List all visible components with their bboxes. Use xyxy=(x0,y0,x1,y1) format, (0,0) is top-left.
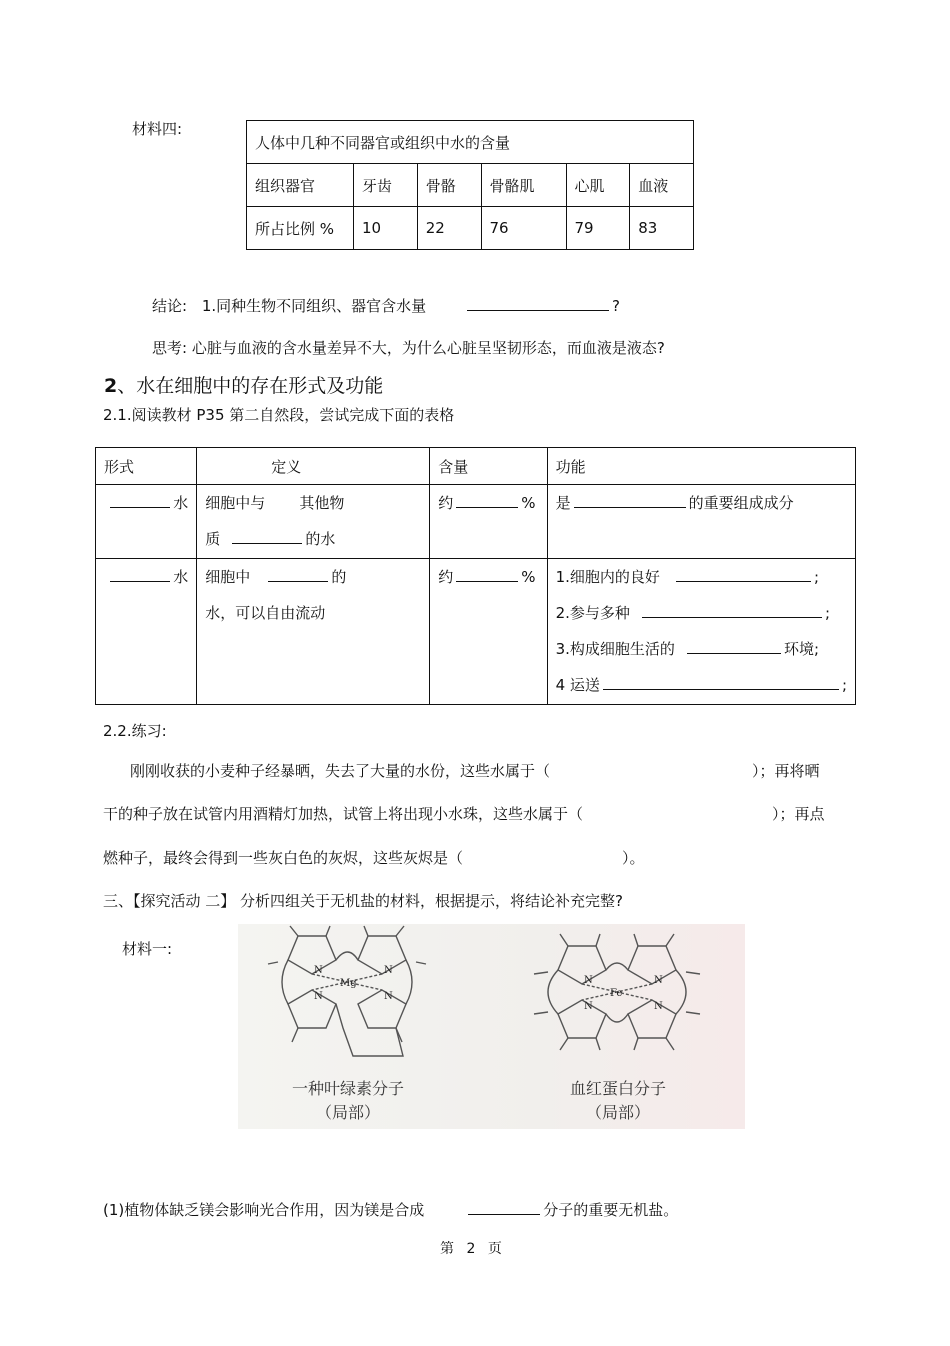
conclusion-end: ? xyxy=(611,297,620,315)
question-text: 分子的重要无机盐。 xyxy=(543,1201,679,1219)
practice-line-2a: 干的种子放在试管内用酒精灯加热，试管上将出现小水珠，这些水属于（ xyxy=(103,805,584,823)
function-text: 2.参与多种 xyxy=(555,604,630,622)
answer-blank[interactable] xyxy=(232,529,302,544)
table-cell: 83 xyxy=(630,207,694,250)
answer-blank[interactable] xyxy=(110,567,170,582)
def-text: 质 xyxy=(205,530,221,548)
answer-blank[interactable] xyxy=(467,296,609,311)
answer-blank[interactable] xyxy=(676,567,811,582)
table-cell: 所占比例 % xyxy=(247,207,354,250)
section-3-heading: 三、【探究活动 二】 分析四组关于无机盐的材料，根据提示，将结论补充完整? xyxy=(103,892,624,910)
practice-line-3a: 燃种子，最终会得到一些灰白色的灰烬，这些灰烬是（ xyxy=(103,849,464,867)
section-2-number: 2 xyxy=(104,375,118,397)
section-2-title: 、水在细胞中的存在形式及功能 xyxy=(117,375,384,397)
mg-atom-label: Mg xyxy=(340,978,357,989)
answer-blank[interactable] xyxy=(574,493,686,508)
function-text: 3.构成细胞生活的 xyxy=(555,640,675,658)
table-cell: 76 xyxy=(481,207,566,250)
practice-label: 2.2.练习: xyxy=(103,722,167,740)
form-cell xyxy=(96,485,197,559)
def-text: 其他物 xyxy=(299,494,345,512)
def-text: 的水 xyxy=(305,530,336,548)
table-header-cell: 骨骼 xyxy=(417,164,481,207)
table-cell: 10 xyxy=(354,207,418,250)
question-1 xyxy=(103,1199,678,1220)
table-header-cell: 组织器官 xyxy=(247,164,354,207)
def-text: 细胞中 xyxy=(205,568,251,586)
think-question: 思考: 心脏与血液的含水量差异不大，为什么心脏呈坚韧形态，而血液是液态? xyxy=(152,339,665,357)
atom-label: N xyxy=(384,991,393,1002)
function-text: 环境; xyxy=(783,640,819,658)
fe-atom-label: Fe xyxy=(610,988,623,999)
content-text: 约 xyxy=(438,568,454,586)
table-cell: 22 xyxy=(417,207,481,250)
chlorophyll-caption-sub: （局部） xyxy=(315,1103,380,1122)
function-text: 1.细胞内的良好 xyxy=(555,568,660,586)
answer-blank[interactable] xyxy=(603,675,839,690)
definition-cell xyxy=(197,559,430,705)
conclusion-text: 1.同种生物不同组织、器官含水量 xyxy=(201,297,427,315)
hemoglobin-caption: 血红蛋白分子 xyxy=(569,1079,666,1098)
content-text: 约 xyxy=(438,494,454,512)
water-forms-table xyxy=(95,447,856,705)
def-text: 水，可以自由流动 xyxy=(205,604,326,622)
table-title: 人体中几种不同器官或组织中水的含量 xyxy=(247,121,694,164)
atom-label: N xyxy=(314,991,323,1002)
practice-line-1b: ）；再将晒 xyxy=(752,762,820,780)
table-header-cell: 骨骼肌 xyxy=(481,164,566,207)
answer-blank[interactable] xyxy=(268,567,328,582)
practice-line-3b: ）。 xyxy=(622,849,645,867)
page-label: 页 xyxy=(487,1241,502,1257)
section-2-heading xyxy=(104,371,383,398)
atom-label: N xyxy=(654,1001,663,1012)
function-text: ; xyxy=(813,568,819,586)
atom-label: N xyxy=(584,1001,593,1012)
function-cell xyxy=(547,559,855,705)
form-suffix: 水 xyxy=(173,568,189,586)
page-label: 第 xyxy=(440,1241,454,1257)
chlorophyll-structure xyxy=(268,926,426,1056)
table-cell: 79 xyxy=(566,207,630,250)
conclusion-label: 结论: xyxy=(152,297,188,315)
answer-blank[interactable] xyxy=(468,1200,540,1215)
function-text: 是 xyxy=(555,494,571,512)
practice-line-2b: ）；再点 xyxy=(772,805,825,823)
chlorophyll-caption: 一种叶绿素分子 xyxy=(291,1079,404,1098)
porphyrin-figure xyxy=(238,924,745,1129)
atom-label: N xyxy=(584,975,593,986)
page-num-value: 2 xyxy=(466,1241,476,1257)
function-text: 4 运送 xyxy=(555,676,600,694)
practice-line-1a: 刚刚收获的小麦种子经暴晒，失去了大量的水份，这些水属于（ xyxy=(130,762,551,780)
form-cell xyxy=(96,559,197,705)
section-2-1-instruction: 2.1.阅读教材 P35 第二自然段，尝试完成下面的表格 xyxy=(103,406,455,424)
answer-blank[interactable] xyxy=(110,493,170,508)
answer-blank[interactable] xyxy=(687,639,781,654)
content-cell xyxy=(430,559,547,705)
table-header-cell: 血液 xyxy=(630,164,694,207)
def-text: 的 xyxy=(331,568,347,586)
function-text: 的重要组成成分 xyxy=(688,494,794,512)
table-header-cell: 心肌 xyxy=(566,164,630,207)
answer-blank[interactable] xyxy=(456,567,518,582)
page-number xyxy=(440,1238,502,1258)
atom-label: N xyxy=(654,975,663,986)
content-cell xyxy=(430,485,547,559)
table-header-cell: 形式 xyxy=(96,448,197,485)
content-text: % xyxy=(521,568,536,586)
conclusion-line xyxy=(152,295,620,316)
function-text: ; xyxy=(824,604,830,622)
table-header-cell: 牙齿 xyxy=(354,164,418,207)
function-cell xyxy=(547,485,855,559)
atom-label: N xyxy=(314,965,323,976)
def-text: 细胞中与 xyxy=(205,494,266,512)
form-suffix: 水 xyxy=(173,494,189,512)
definition-cell xyxy=(197,485,430,559)
table-header-cell: 含量 xyxy=(430,448,547,485)
material-1-label: 材料一: xyxy=(122,940,173,958)
atom-label: N xyxy=(384,965,393,976)
water-content-table xyxy=(246,120,694,250)
answer-blank[interactable] xyxy=(642,603,822,618)
material-4-label: 材料四: xyxy=(132,120,183,138)
answer-blank[interactable] xyxy=(456,493,518,508)
content-text: % xyxy=(521,494,536,512)
question-text: (1)植物体缺乏镁会影响光合作用，因为镁是合成 xyxy=(103,1201,425,1219)
table-header-cell: 功能 xyxy=(547,448,855,485)
table-header-cell: 定义 xyxy=(197,448,430,485)
function-text: ; xyxy=(841,676,847,694)
hemoglobin-caption-sub: （局部） xyxy=(585,1103,650,1122)
